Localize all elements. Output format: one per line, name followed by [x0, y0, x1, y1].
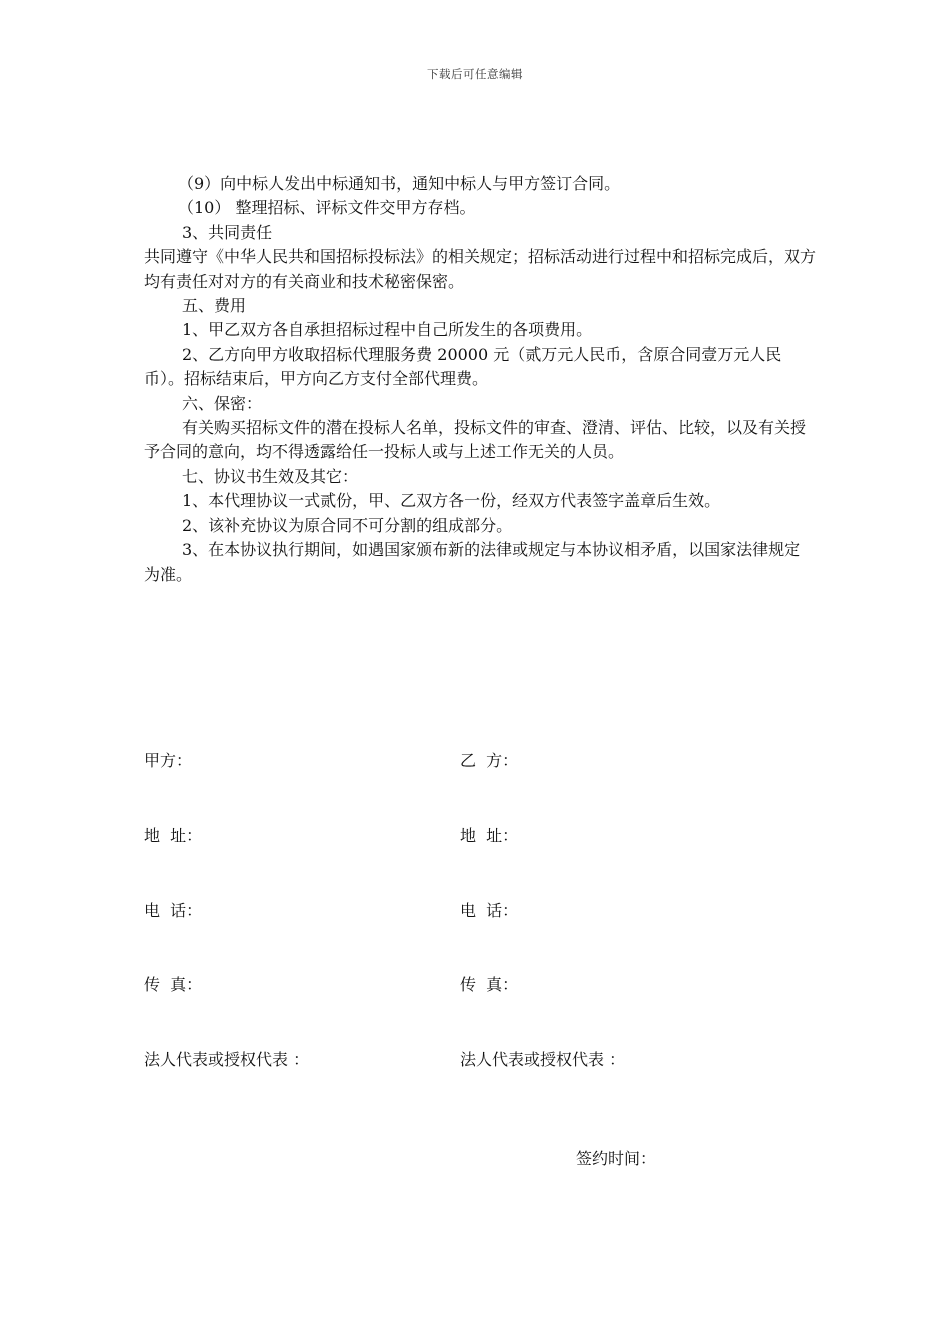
party-a-phone-label: 电 话：	[144, 901, 203, 920]
party-b-label: 乙 方：	[460, 751, 519, 770]
party-b-address-label: 地 址：	[460, 826, 519, 845]
signing-date-label: 签约时间：	[576, 1149, 657, 1168]
party-a-address-label: 地 址：	[144, 826, 203, 845]
party-a-label: 甲方：	[144, 751, 193, 770]
party-b-representative-label: 法人代表或授权代表 ：	[460, 1050, 626, 1069]
heading-confidentiality: 六、保密：	[182, 393, 263, 413]
heading-joint-responsibility: 3、共同责任	[182, 222, 273, 242]
party-a-fax-label: 传 真：	[144, 975, 203, 994]
fees-item-1: 1、甲乙双方各自承担招标过程中自己所发生的各项费用。	[182, 320, 593, 340]
party-b-phone-label: 电 话：	[460, 901, 519, 920]
item-10: （10） 整理招标、评标文件交甲方存档。	[178, 198, 476, 218]
confidentiality-text: 有关购买招标文件的潜在投标人名单，投标文件的审查、澄清、评估、比较，以及有关授予合同的意向，均不得透露给任一投标人或与上述工作无关的人员。	[144, 418, 807, 462]
party-b-fax-label: 传 真：	[460, 975, 519, 994]
heading-effectiveness: 七、协议书生效及其它：	[182, 466, 359, 486]
effectiveness-item-1: 1、本代理协议一式贰份，甲、乙双方各一份，经双方代表签字盖章后生效。	[182, 491, 721, 511]
heading-fees: 五、费用	[182, 296, 247, 316]
party-a-representative-label: 法人代表或授权代表 ：	[144, 1050, 310, 1069]
document-body	[144, 172, 816, 587]
joint-responsibility-text: 共同遵守《中华人民共和国招标投标法》的相关规定；招标活动进行过程中和招标完成后，双方均有责任对对方的有关商业和技术秘密保密。	[144, 247, 817, 291]
fees-item-2: 2、乙方向甲方收取招标代理服务费 20000 元（贰万元人民币，含原合同壹万元人民币）。招标结束后，甲方向乙方支付全部代理费。	[144, 344, 782, 389]
effectiveness-item-3: 3、在本协议执行期间，如遇国家颁布新的法律或规定与本协议相矛盾，以国家法律规定为准。	[144, 540, 801, 584]
page-header: 下载后可任意编辑	[427, 67, 523, 81]
item-9: （9）向中标人发出中标通知书，通知中标人与甲方签订合同。	[178, 174, 621, 193]
effectiveness-item-2: 2、该补充协议为原合同不可分割的组成部分。	[182, 515, 513, 535]
